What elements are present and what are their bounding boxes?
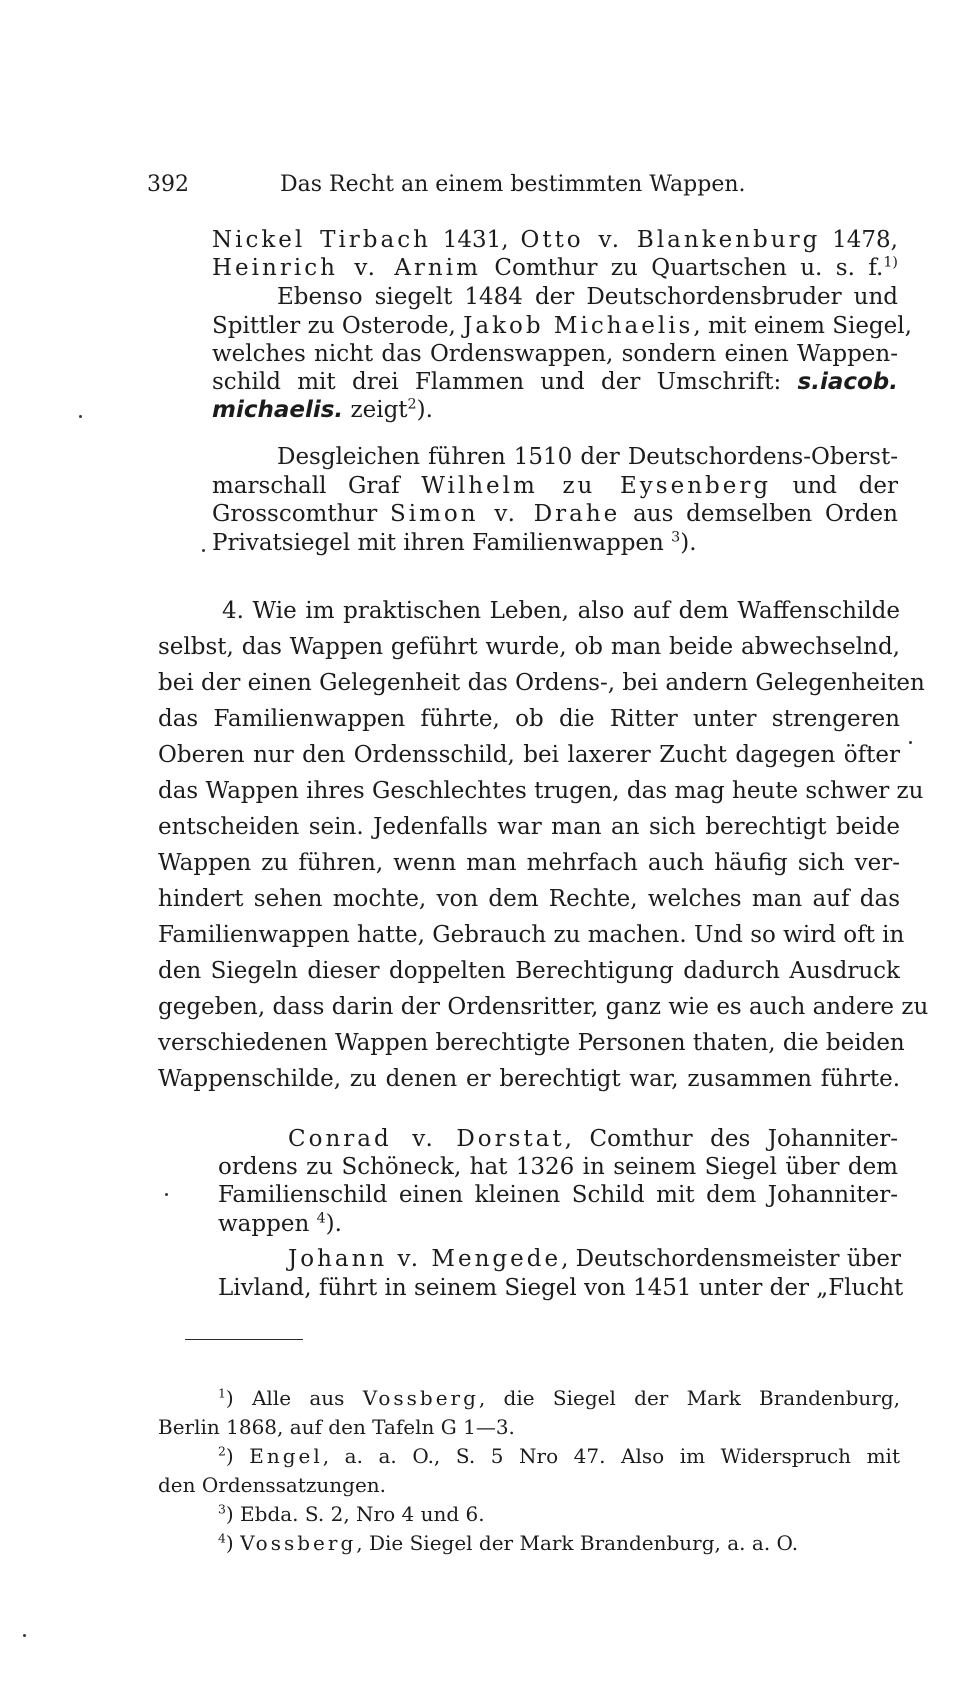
text-line: selbst, das Wappen geführt wurde, ob man beide abwechselnd, <box>158 634 900 660</box>
text-line: 4. Wie im praktischen Leben, also auf dem Waffenschilde <box>222 598 900 624</box>
footnote-continuation: den Ordenssatzungen. <box>158 1473 387 1497</box>
text-line: Spittler zu Osterode, Jakob Michaelis, mit einem Siegel, <box>212 313 912 339</box>
footnote-ref: 1) <box>883 254 898 271</box>
text-line: das Familienwappen führte, ob die Ritter unter strengeren <box>158 706 900 732</box>
text-line: bei der einen Gelegenheit das Ordens-, bei andern Gelegenheiten <box>158 670 925 696</box>
scan-speck <box>79 415 82 418</box>
running-title: Das Recht an einem bestimmten Wappen. <box>280 172 746 197</box>
text-line: Johann v. Mengede, Deutschordensmeister über <box>288 1246 901 1272</box>
text-line: wappen $^4$). <box>218 1210 342 1237</box>
footnote: $^2$) Engel, a. a. O., S. 5 Nro 47. Also im Widerspruch mit <box>218 1443 900 1468</box>
text-line: welches nicht das Ordenswappen, sondern einen Wappen- <box>212 341 898 367</box>
page-header <box>147 172 907 206</box>
footnote-continuation: Berlin 1868, auf den Tafeln G 1—3. <box>158 1415 515 1439</box>
text-line: verschiedenen Wappen berechtigte Personen thaten, die beiden <box>158 1030 905 1056</box>
text-line: Heinrich v. Arnim Comthur zu Quartschen u. s. f.$^{1)}$ <box>212 254 898 281</box>
footnote: $^3$) Ebda. S. 2, Nro 4 und 6. <box>218 1501 485 1526</box>
text-line: Ebenso siegelt 1484 der Deutschordensbruder und <box>277 284 898 310</box>
scan-speck <box>909 741 912 744</box>
text-line: entscheiden sein. Jedenfalls war man an sich berechtigt beide <box>158 814 900 840</box>
text-line: hindert sehen mochte, von dem Rechte, welches man auf das <box>158 886 900 912</box>
footnote-ref: 3 <box>671 529 681 546</box>
footnote-ref: 4 <box>316 1210 326 1227</box>
text-line: schild mit drei Flammen und der Umschrift: s.iacob. <box>212 369 898 395</box>
text-line: den Siegeln dieser doppelten Berechtigung dadurch Ausdruck <box>158 958 900 984</box>
scan-speck <box>202 549 205 552</box>
text-line: ordens zu Schöneck, hat 1326 in seinem Siegel über dem <box>218 1154 898 1180</box>
scan-speck <box>23 1634 26 1637</box>
text-line: michaelis. zeigt$^2$). <box>212 396 433 423</box>
text-line: das Wappen ihres Geschlechtes trugen, das mag heute schwer zu <box>158 778 924 804</box>
footnote-separator <box>185 1339 303 1340</box>
text-line: Conrad v. Dorstat, Comthur des Johanniter- <box>288 1126 898 1152</box>
scan-speck <box>165 1193 168 1196</box>
footnote: $^1$) Alle aus Vossberg, die Siegel der Mark Brandenburg, <box>218 1385 900 1410</box>
text-line: Privatsiegel mit ihren Familienwappen $^3$). <box>212 529 697 556</box>
text-line: Livland, führt in seinem Siegel von 1451 unter der „Flucht <box>218 1275 904 1301</box>
text-line: Oberen nur den Ordensschild, bei laxerer Zucht dagegen öfter <box>158 742 900 768</box>
text-line: Desgleichen führen 1510 der Deutschordens-Oberst- <box>277 444 898 470</box>
footnote-ref: 2 <box>407 396 417 413</box>
text-line: Wappen zu führen, wenn man mehrfach auch häufig sich ver- <box>158 850 900 876</box>
text-line: Wappenschilde, zu denen er berechtigt war, zusammen führte. <box>158 1066 900 1092</box>
footnote: $^4$) Vossberg, Die Siegel der Mark Brandenburg, a. a. O. <box>218 1530 799 1555</box>
text-line: Nickel Tirbach 1431, Otto v. Blankenburg 1478, <box>212 227 898 253</box>
blackletter-inscription: michaelis. <box>212 397 344 423</box>
page-number: 392 <box>147 172 189 197</box>
text-line: Familienwappen hatte, Gebrauch zu machen. Und so wird oft in <box>158 922 905 948</box>
text-line: Grosscomthur Simon v. Drahe aus demselben Orden <box>212 501 898 527</box>
text-line: gegeben, dass darin der Ordensritter, ganz wie es auch andere zu <box>158 994 929 1020</box>
blackletter-inscription: s.iacob. <box>797 369 898 395</box>
text-line: marschall Graf Wilhelm zu Eysenberg und der <box>212 473 898 499</box>
text-line: Familienschild einen kleinen Schild mit dem Johanniter- <box>218 1182 898 1208</box>
